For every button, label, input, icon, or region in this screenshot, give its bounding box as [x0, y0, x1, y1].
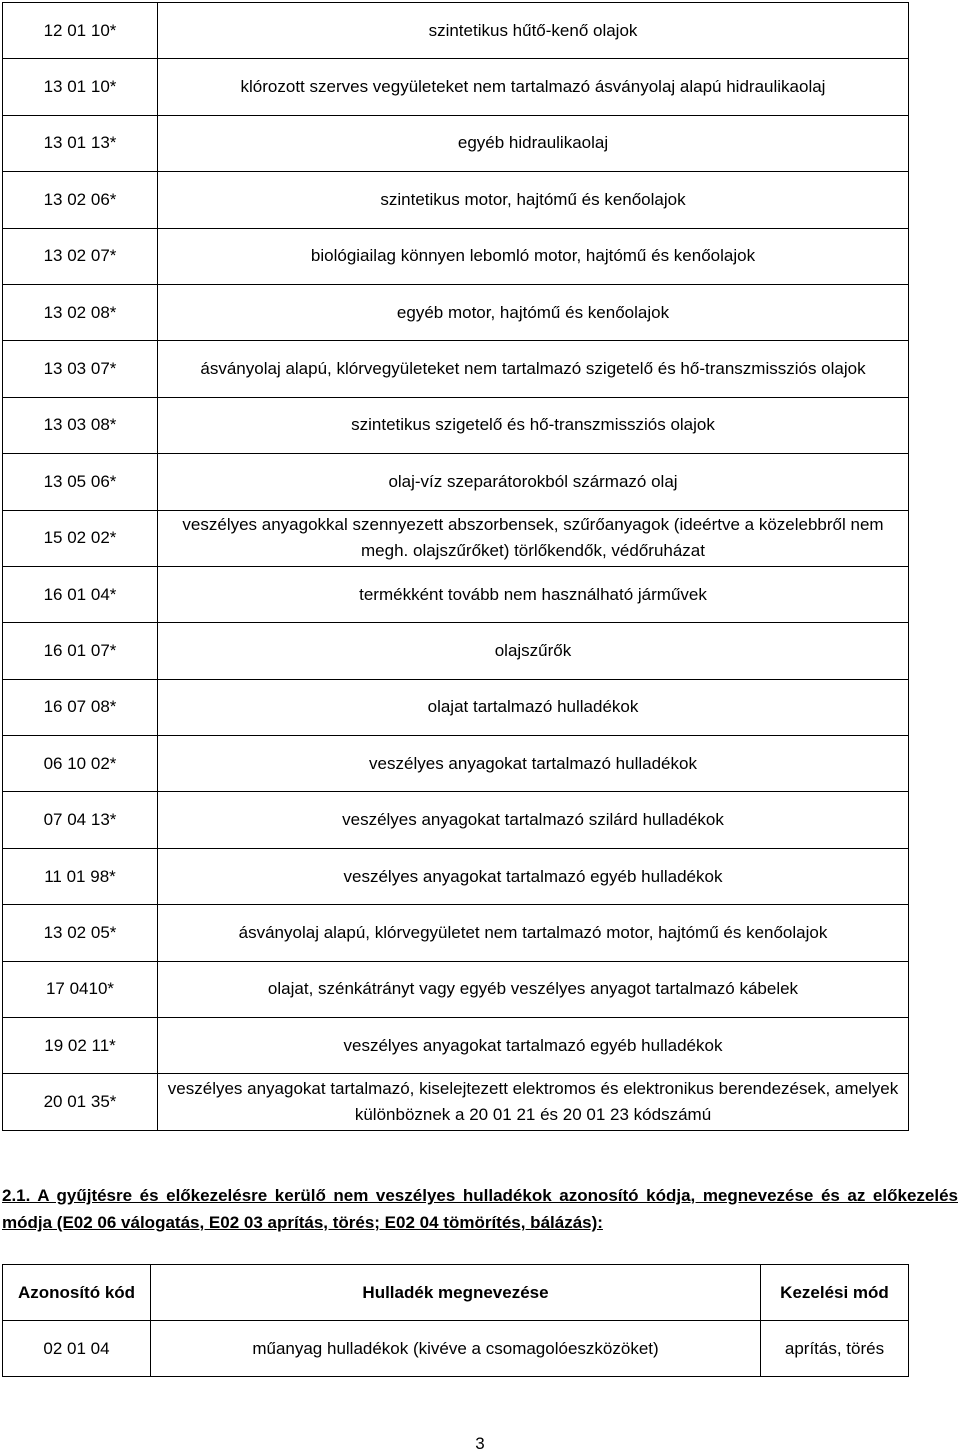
table-row [3, 510, 909, 566]
table-row [3, 736, 909, 792]
table-row [3, 566, 909, 622]
waste-code: 17 0410* [3, 961, 158, 1017]
table-row [3, 792, 909, 848]
waste-code: 16 01 04* [3, 566, 158, 622]
table-row [3, 1018, 909, 1074]
column-header-name: Hulladék megnevezése [151, 1265, 761, 1321]
waste-code: 13 02 06* [3, 172, 158, 228]
waste-description: olajszűrők [158, 623, 909, 679]
waste-code: 13 02 07* [3, 228, 158, 284]
waste-code: 12 01 10* [3, 3, 158, 59]
waste-description: olajat tartalmazó hulladékok [158, 679, 909, 735]
table-row [3, 284, 909, 340]
table-header-row [3, 1265, 909, 1321]
waste-name: műanyag hulladékok (kivéve a csomagolóeszközöket) [151, 1321, 761, 1377]
table-row [3, 623, 909, 679]
waste-description: termékként tovább nem használható járművek [158, 566, 909, 622]
waste-code: 13 02 08* [3, 284, 158, 340]
waste-description: veszélyes anyagokat tartalmazó hulladékok [158, 736, 909, 792]
waste-description: veszélyes anyagokkal szennyezett abszorbensek, szűrőanyagok (ideértve a közelebbről nem megh. olajszűrőket) törlőkendők, védőruházat [158, 510, 909, 566]
table-row [3, 679, 909, 735]
waste-code: 13 01 13* [3, 115, 158, 171]
waste-description: egyéb hidraulikaolaj [158, 115, 909, 171]
waste-code: 11 01 98* [3, 848, 158, 904]
waste-code: 13 03 07* [3, 341, 158, 397]
waste-description: olaj-víz szeparátorokból származó olaj [158, 454, 909, 510]
waste-description: biológiailag könnyen lebomló motor, hajtómű és kenőolajok [158, 228, 909, 284]
table-row [3, 115, 909, 171]
waste-code: 07 04 13* [3, 792, 158, 848]
table-row [3, 905, 909, 961]
waste-description: szintetikus szigetelő és hő-transzmissziós olajok [158, 397, 909, 453]
table-row [3, 228, 909, 284]
table-row [3, 341, 909, 397]
waste-description: veszélyes anyagokat tartalmazó szilárd hulladékok [158, 792, 909, 848]
waste-code: 20 01 35* [3, 1074, 158, 1130]
table-row [3, 172, 909, 228]
table-row [3, 848, 909, 904]
table-row [3, 397, 909, 453]
section-heading: 2.1. A gyűjtésre és előkezelésre kerülő nem veszélyes hulladékok azonosító kódja, megnevezése és az előkezelés módja (E02 06 válogatás, E02 03 aprítás, törés; E02 04 tömörítés, bálázás): [2, 1186, 958, 1232]
waste-code: 13 02 05* [3, 905, 158, 961]
waste-description: szintetikus hűtő-kenő olajok [158, 3, 909, 59]
waste-description: olajat, szénkátrányt vagy egyéb veszélyes anyagot tartalmazó kábelek [158, 961, 909, 1017]
table-row [3, 961, 909, 1017]
table-row [3, 59, 909, 115]
table-row [3, 1321, 909, 1377]
table-row [3, 3, 909, 59]
waste-code: 16 01 07* [3, 623, 158, 679]
waste-description: veszélyes anyagokat tartalmazó egyéb hulladékok [158, 848, 909, 904]
waste-code: 15 02 02* [3, 510, 158, 566]
waste-code: 02 01 04 [3, 1321, 151, 1377]
waste-description: veszélyes anyagokat tartalmazó, kiselejtezett elektromos és elektronikus berendezések, amelyek különböznek a 20 01 21 és 20 01 23 kódszámú [158, 1074, 909, 1130]
waste-code: 13 03 08* [3, 397, 158, 453]
waste-code: 19 02 11* [3, 1018, 158, 1074]
table-row [3, 454, 909, 510]
column-header-method: Kezelési mód [761, 1265, 909, 1321]
waste-code: 06 10 02* [3, 736, 158, 792]
waste-code: 13 05 06* [3, 454, 158, 510]
waste-description: egyéb motor, hajtómű és kenőolajok [158, 284, 909, 340]
page-number: 3 [475, 1434, 485, 1453]
column-header-code: Azonosító kód [3, 1265, 151, 1321]
waste-description: ásványolaj alapú, klórvegyületet nem tartalmazó motor, hajtómű és kenőolajok [158, 905, 909, 961]
hazardous-waste-table [2, 2, 909, 1131]
waste-description: ásványolaj alapú, klórvegyületeket nem tartalmazó szigetelő és hő-transzmissziós olajok [158, 341, 909, 397]
waste-code: 16 07 08* [3, 679, 158, 735]
waste-code: 13 01 10* [3, 59, 158, 115]
waste-description: szintetikus motor, hajtómű és kenőolajok [158, 172, 909, 228]
waste-description: veszélyes anyagokat tartalmazó egyéb hulladékok [158, 1018, 909, 1074]
non-hazardous-waste-table [2, 1264, 909, 1377]
table-row [3, 1074, 909, 1130]
waste-description: klórozott szerves vegyületeket nem tartalmazó ásványolaj alapú hidraulikaolaj [158, 59, 909, 115]
treatment-method: aprítás, törés [761, 1321, 909, 1377]
